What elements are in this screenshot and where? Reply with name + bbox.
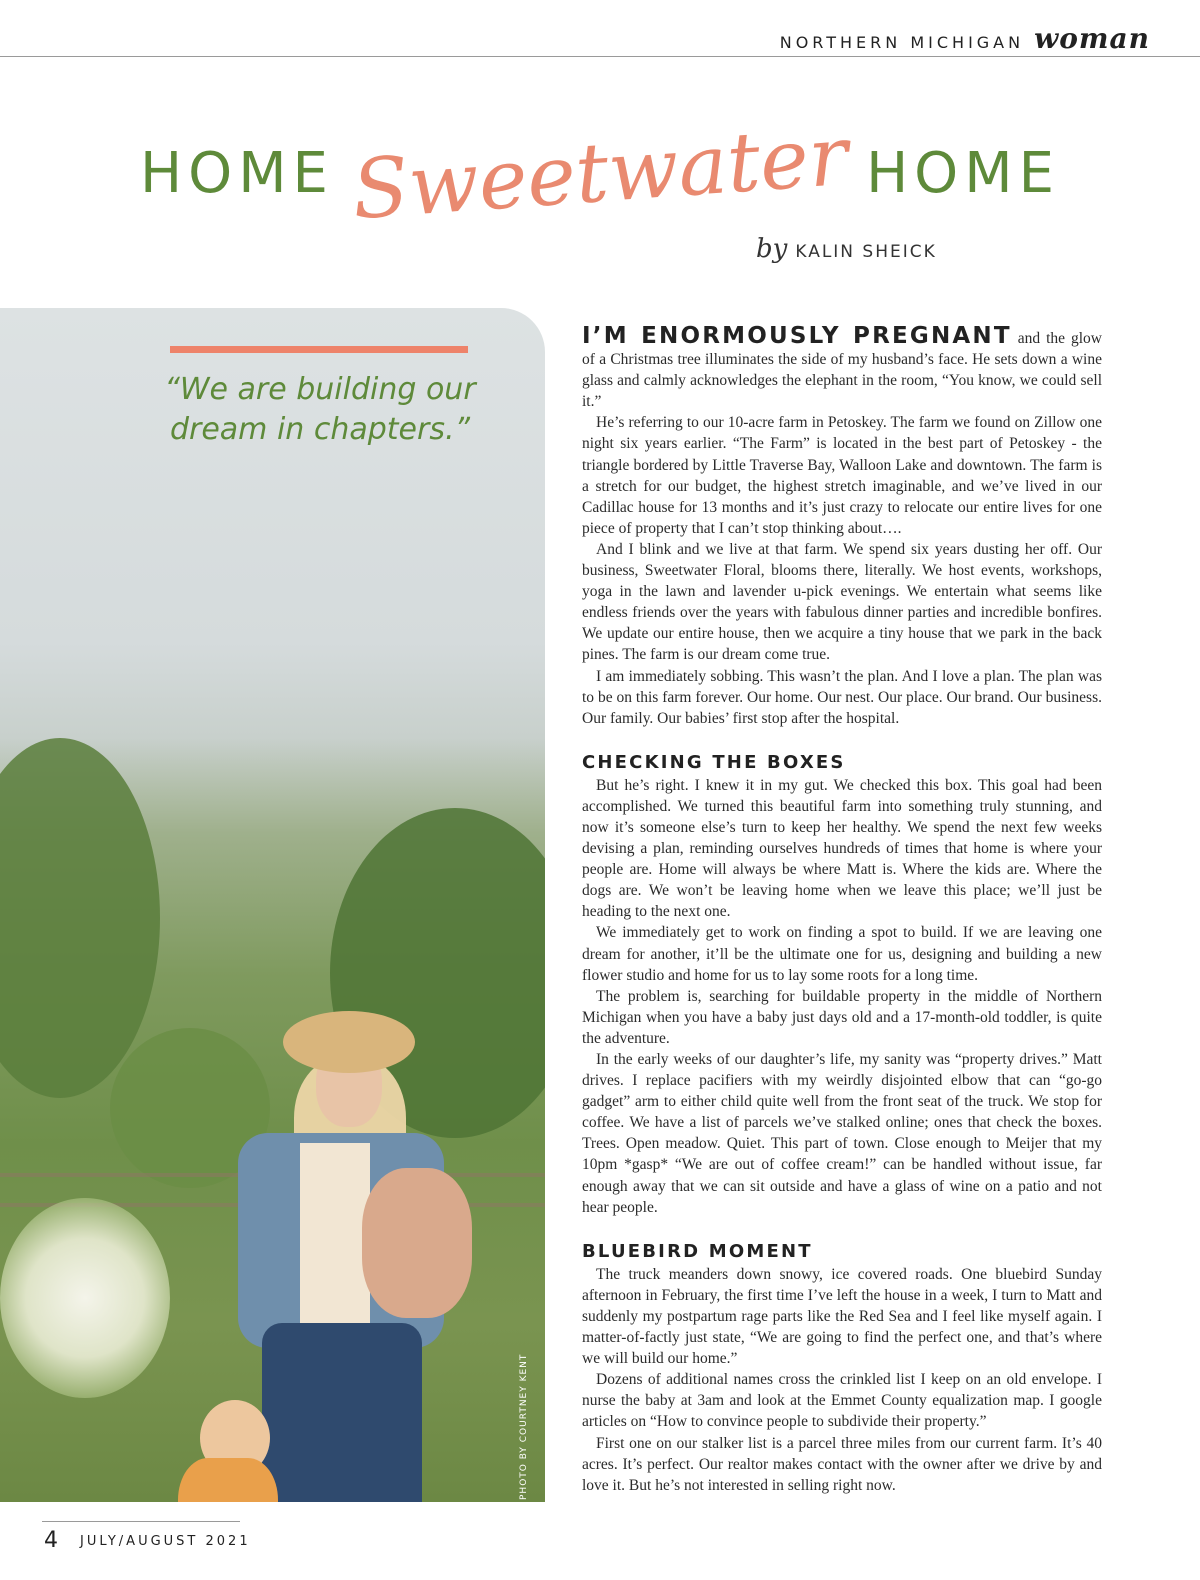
- footer-rule: [42, 1521, 240, 1522]
- header-rule: [0, 56, 1200, 57]
- lead-caps: I’M ENORMOUSLY PREGNANT: [582, 323, 1012, 349]
- pullquote: “We are building our dream in chapters.”: [164, 372, 476, 447]
- title-word-left: HOME: [140, 140, 334, 206]
- photo-credit: PHOTO BY COURTNEY KENT: [519, 1353, 529, 1500]
- article-paragraph: I am immediately sobbing. This wasn’t the plan. And I love a plan. The plan was to be on this farm forever. Our home. Our nest. Our place. Our brand. Our business. Our family. Our babies’ first stop after the hospital.: [582, 667, 1102, 727]
- article-paragraph: In the early weeks of our daughter’s life, my sanity was “property drives.” Matt drives. I replace pacifiers with my weirdly disjointed elbow that can “go-go gadget” arm to either child quite well from the front seat of the truck. We stop for coffee. We have a list of parcels we’ve stalked online; ones that check the boxes. Trees. Open meadow. Quiet. This part of town. Close enough to Meijer that my 10pm *gasp* “We are out of coffee cream!” can be handled without issue, far enough away that we can sit outside and have a glass of wine on a patio and not hear people.: [582, 1051, 1102, 1216]
- article-paragraph: He’s referring to our 10-acre farm in Petoskey. The farm we found on Zillow one night six years earlier. “The Farm” is located in the best part of Petoskey - the triangle bordered by Little Traverse Bay, Walloon Lake and downtown. The farm is a stretch for our budget, the highest stretch imaginable, and we’ve lived in our Cadillac house for 13 months and it’s just crazy to relocate our entire lives for one piece of property that I can’t stop thinking about….: [582, 414, 1102, 537]
- article-paragraph: We immediately get to work on finding a spot to build. If we are leaving one dream for another, it’ll be the ultimate one for us, designing and building a new flower studio and home for us to lay some roots for a long time.: [582, 924, 1102, 984]
- page-number: 4: [44, 1528, 58, 1553]
- publication-name: NORTHERN MICHIGAN: [779, 33, 1025, 52]
- photo-toddler: [178, 1458, 278, 1502]
- lead-text: and the glow of a Christmas tree illuminates the side of my husband’s face. He sets down a wine glass and calmly acknowledges the elephant in the room, “You know, we could sell it.”: [582, 330, 1102, 411]
- byline: [756, 234, 937, 264]
- article-body: [582, 323, 1102, 1496]
- masthead: [780, 22, 1150, 55]
- byline-by: by: [756, 234, 788, 264]
- publication-script: woman: [1034, 22, 1150, 55]
- feature-photo: [0, 308, 545, 1502]
- pullquote-rule: [170, 346, 468, 353]
- article-paragraph: First one on our stalker list is a parcel three miles from our current farm. It’s 40 acres. It’s perfect. Our realtor makes contact with the owner after we drive by and love it. But he’s not interested in selling right now.: [582, 1434, 1102, 1494]
- issue-date: JULY/AUGUST 2021: [80, 1534, 251, 1549]
- article-paragraph: And I blink and we live at that farm. We spend six years dusting her off. Our business, Sweetwater Floral, blooms there, literally. We host events, workshops, yoga in the lawn and lavender u-pick evenings. We entertain what seems like endless friends over the years with fabulous dinner parties and incredible bonfires. We update our entire house, then we acquire a tiny house that we park in the back pines. The farm is our dream come true.: [582, 540, 1102, 664]
- photo-bouquet: [0, 1198, 170, 1398]
- photo-baby: [362, 1168, 472, 1318]
- article-paragraph: But he’s right. I knew it in my gut. We checked this box. This goal had been accomplished. We turned this beautiful farm into something truly stunning, and now it’s someone else’s turn to keep her healthy. We spend the next few weeks devising a plan, reminding ourselves hundreds of times that home is where your people are. Home will always be where Matt is. Where the kids are. Where the dogs are. We won’t be leaving home when we leave this place; we’ll just be heading to the next one.: [582, 776, 1102, 921]
- photo-tree-left: [0, 738, 160, 1098]
- article-paragraph: Dozens of additional names cross the crinkled list I keep on an old envelope. I nurse the baby at 3am and look at the Emmet County equalization map. I google articles on “How to convince people to subdivide their property.”: [582, 1371, 1102, 1431]
- article-paragraph: The problem is, searching for buildable property in the middle of Northern Michigan when you have a baby just days old and a 17-month-old toddler, is quite the adventure.: [582, 987, 1102, 1047]
- article-title: [0, 108, 1200, 238]
- title-script: Sweetwater: [349, 108, 851, 238]
- section-heading-checking-boxes: CHECKING THE BOXES: [582, 751, 846, 773]
- byline-author: KALIN SHEICK: [795, 242, 937, 262]
- article-paragraph: [582, 323, 1102, 412]
- photo-jeans: [262, 1323, 422, 1502]
- photo-straw-hat: [283, 1011, 415, 1073]
- title-word-right: HOME: [866, 140, 1060, 206]
- section-heading-bluebird-moment: BLUEBIRD MOMENT: [582, 1240, 813, 1262]
- article-paragraph: The truck meanders down snowy, ice covered roads. One bluebird Sunday afternoon in February, the first time I’ve left the house in a week, I turn to Matt and suddenly my postpartum rage parts like the Red Sea and I feel like myself again. I matter-of-factly just state, “We are going to find the perfect one, and that’s where we will build our home.”: [582, 1265, 1102, 1368]
- photo-shirt: [300, 1143, 370, 1333]
